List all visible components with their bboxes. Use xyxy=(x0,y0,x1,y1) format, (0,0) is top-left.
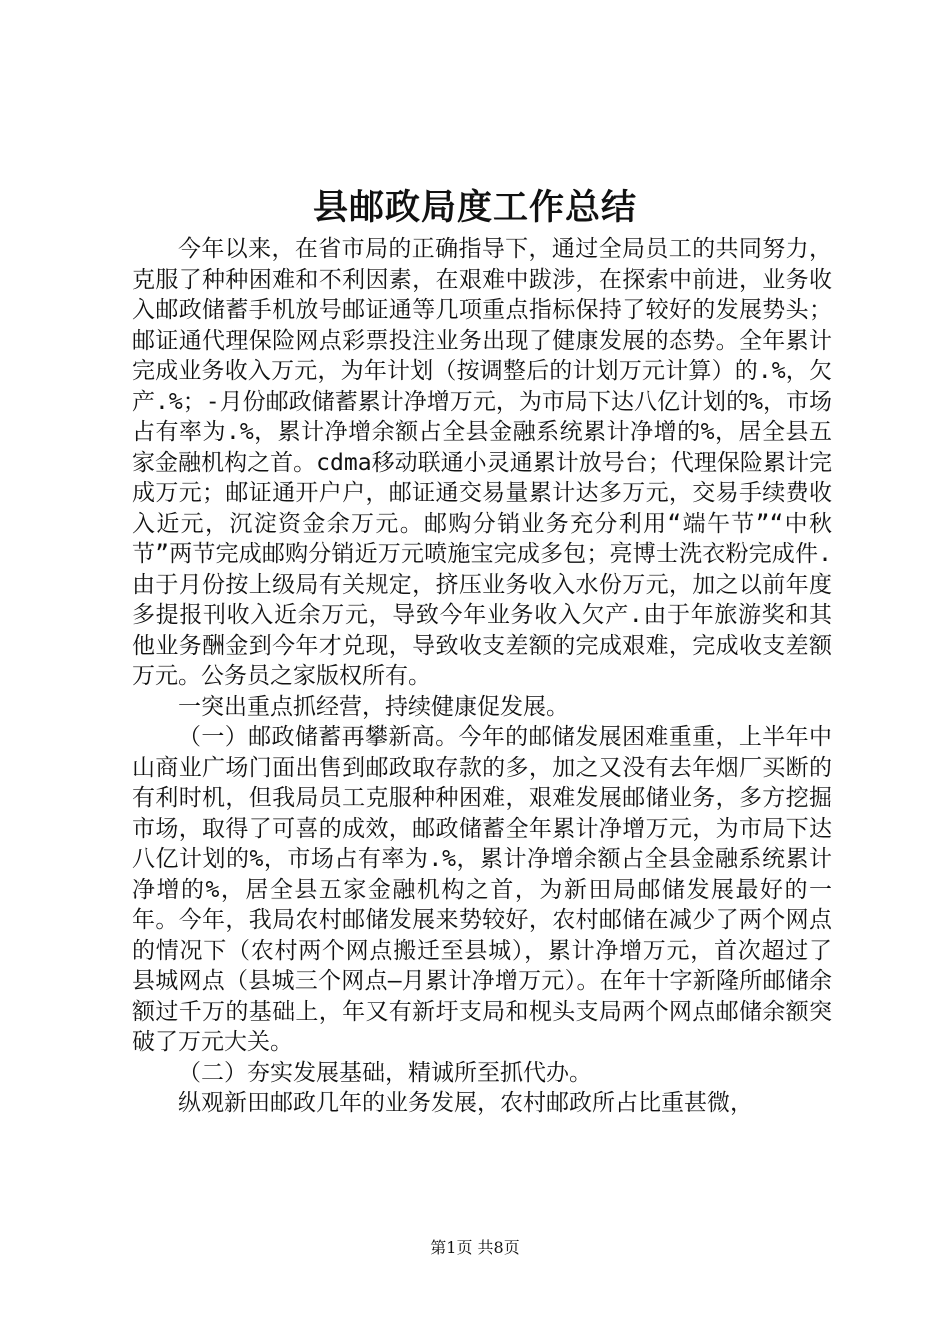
section-heading-1: 一突出重点抓经营，持续健康促发展。 xyxy=(178,693,569,720)
paragraph-intro: 今年以来，在省市局的正确指导下，通过全局员工的共同努力，克服了种种困难和不利因素，在艰难中跋涉，在探索中前进，业务收入邮政储蓄手机放号邮证通等几项重点指标保持了较好的发展势头；邮证通代理保险网点彩票投注业务出现了健康发展的态势。全年累计完成业务收入万元，为年计划（按调整后的计划万元计算）的.%，欠产.%；-月份邮政储蓄累计净增万元，为市局下达八亿计划的%，市场占有率为.%，累计净增余额占全县金融系统累计净增的%，居全县五家金融机构之首。cdma移动联通小灵通累计放号台；代理保险累计完成万元；邮证通开户户，邮证通交易量累计达多万元，交易手续费收入近元，沉淀资金余万元。邮购分销业务充分利用“端午节”“中秋节”两节完成邮购分销近万元喷施宝完成多包；亮博士洗衣粉完成件.由于月份按上级局有关规定，挤压业务收入水份万元，加之以前年度多提报刊收入近余万元，导致今年业务收入欠产.由于年旅游奖和其他业务酬金到今年才兑现，导致收支差额的完成艰难，完成收支差额万元。公务员之家版权所有。 xyxy=(132,236,832,689)
document-title: 县邮政局度工作总结 xyxy=(312,187,637,228)
paragraph-postal-savings: （一）邮政储蓄再攀新高。今年的邮储发展困难重重，上半年中山商业广场门面出售到邮政取存款的多，加之又没有去年烟厂买断的有利时机，但我局员工克服种种困难，艰难发展邮储业务，多方挖掘市场，取得了可喜的成效，邮政储蓄全年累计净增万元，为市局下达八亿计划的%，市场占有率为.%，累计净增余额占全县金融系统累计净增的%，居全县五家金融机构之首，为新田局邮储发展最好的一年。今年，我局农村邮储发展来势较好，农村邮储在减少了两个网点的情况下（农村两个网点搬迁至县城），累计净增万元，首次超过了县城网点（县城三个网点—月累计净增万元）。在年十字新隆所邮储余额过千万的基础上，年又有新圩支局和枧头支局两个网点邮储余额突破了万元大关。 xyxy=(132,724,832,1055)
document-body xyxy=(132,234,832,1119)
paragraph-rural-postal: 纵观新田邮政几年的业务发展，农村邮政所占比重甚微， xyxy=(178,1090,753,1116)
page-number-footer: 第1页 共8页 xyxy=(430,1238,520,1257)
subsection-heading-2: （二）夯实发展基础，精诚所至抓代办。 xyxy=(178,1059,592,1086)
